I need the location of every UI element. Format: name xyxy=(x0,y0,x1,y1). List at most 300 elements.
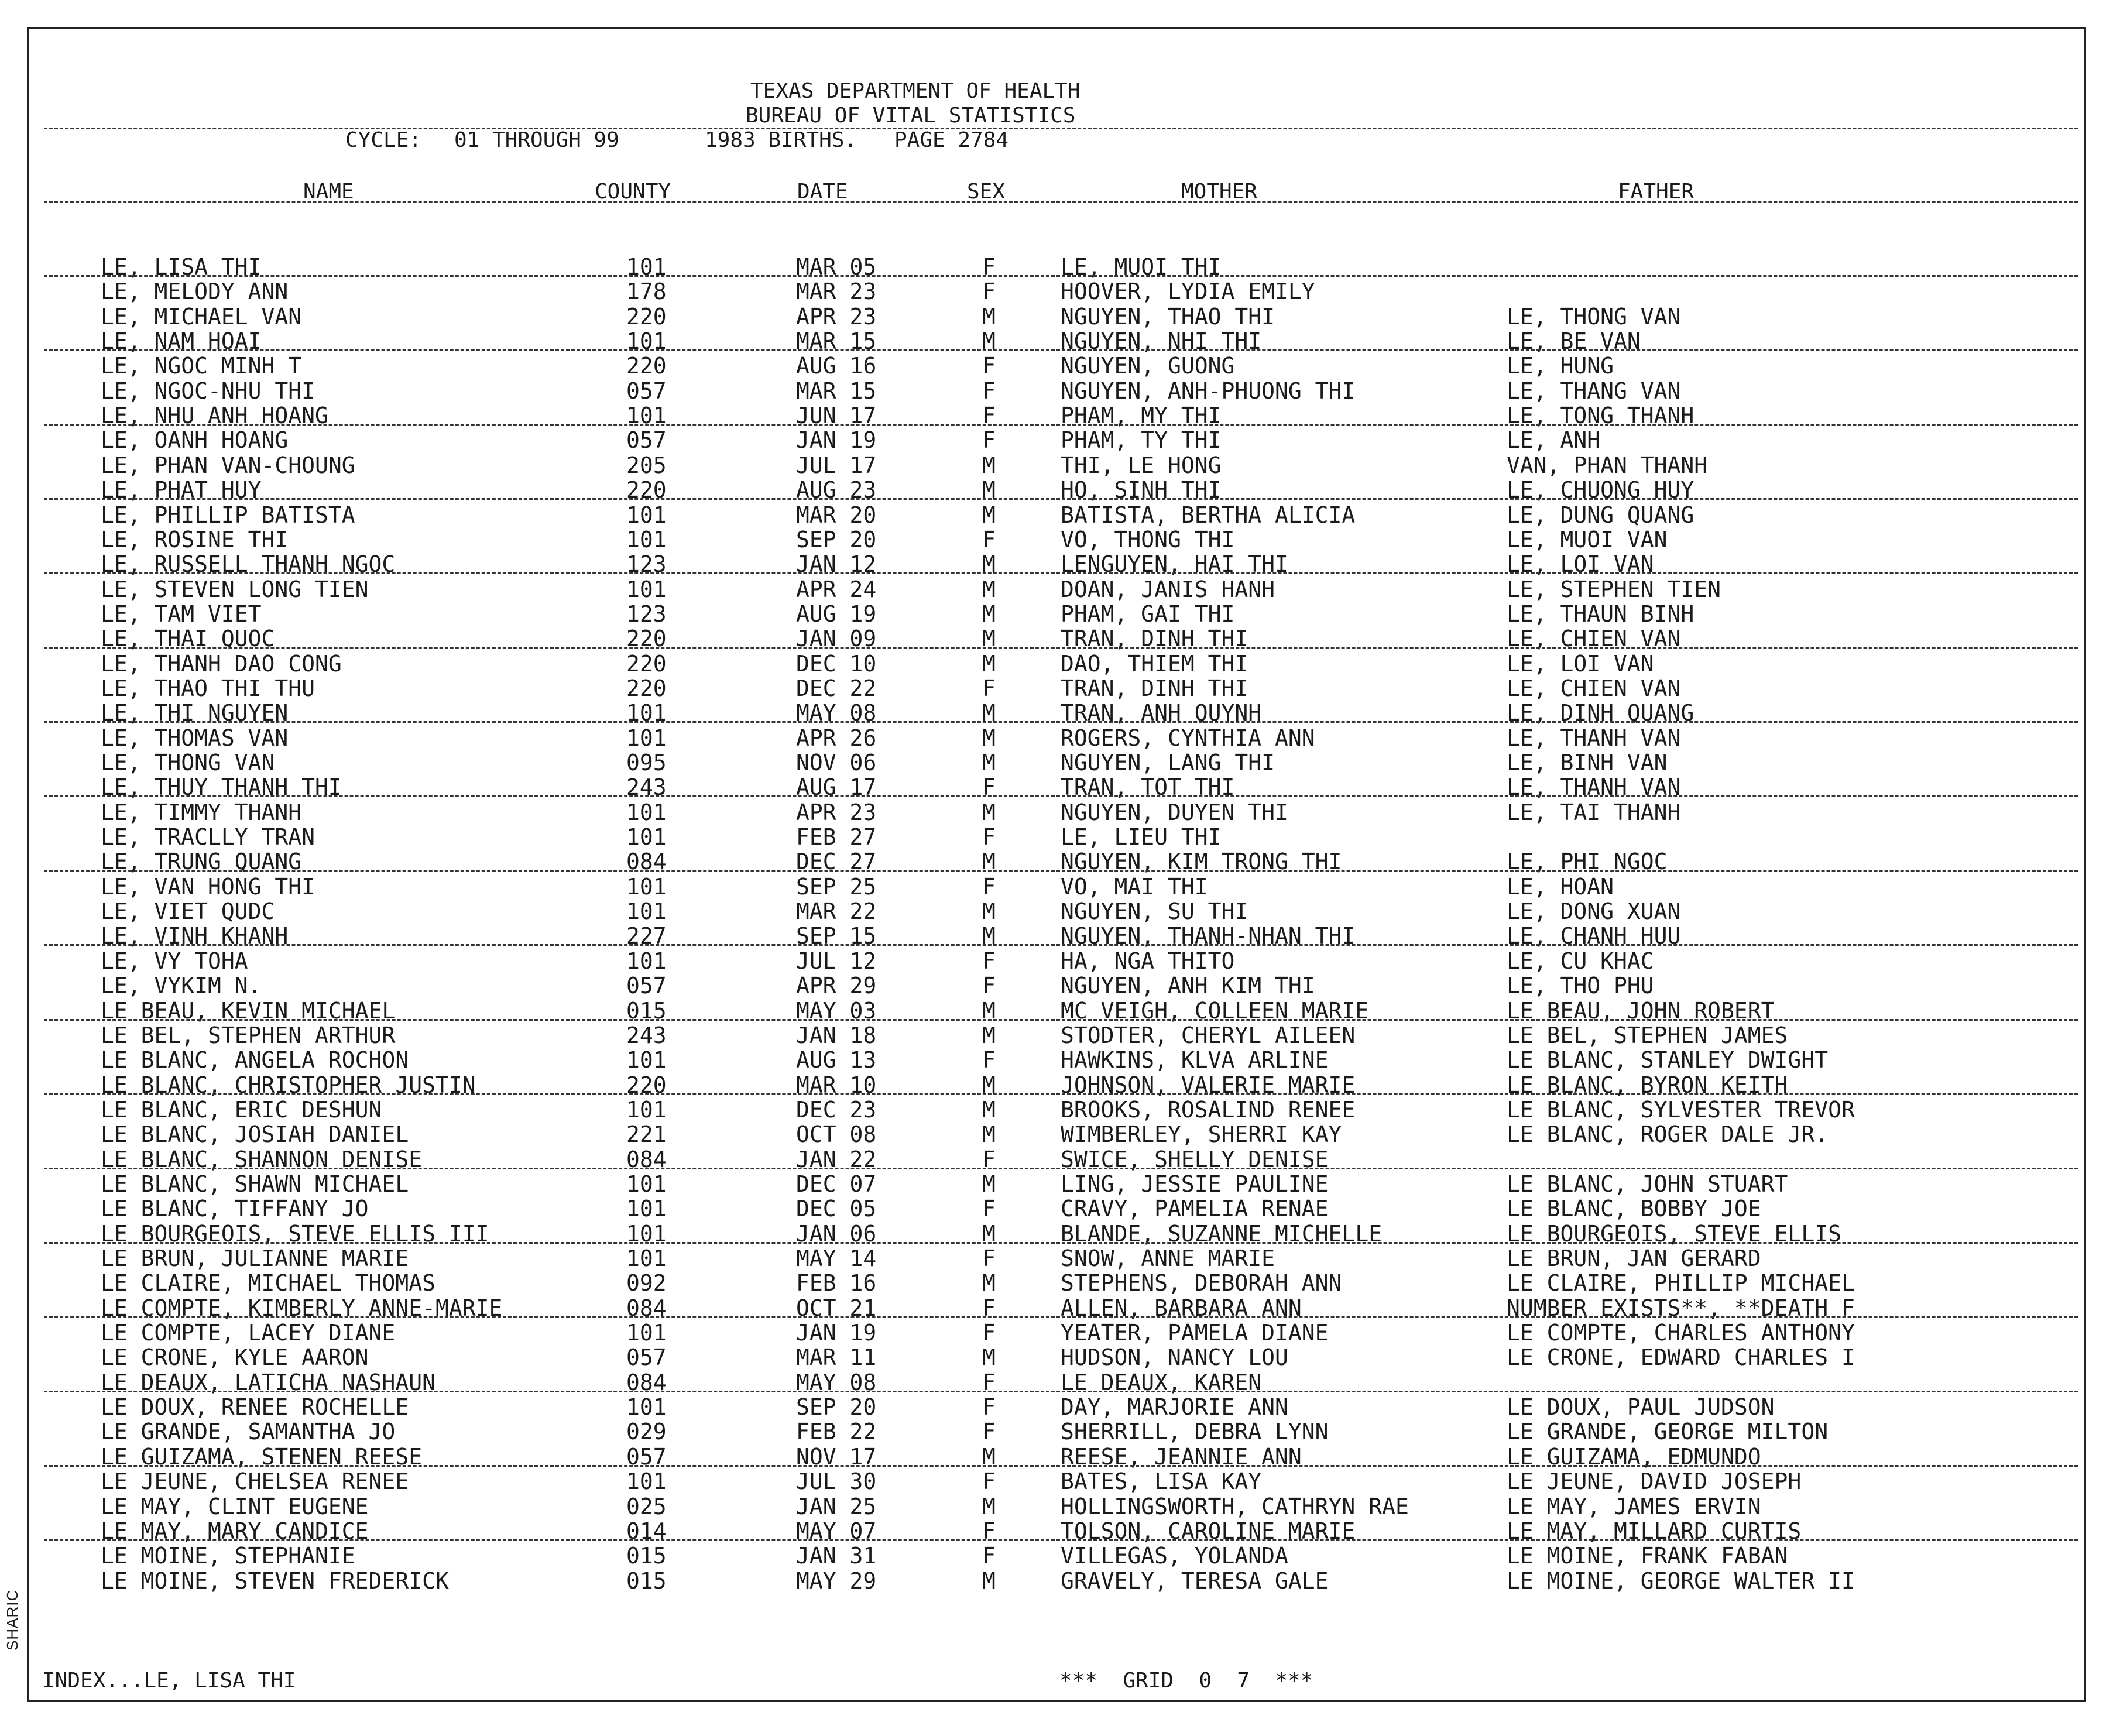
cell-sex: F xyxy=(982,675,996,701)
cell-name: LE COMPTE, KIMBERLY ANNE-MARIE xyxy=(101,1295,503,1321)
cell-county: 101 xyxy=(626,1221,667,1247)
cell-mother: HOOVER, LYDIA EMILY xyxy=(1061,279,1315,304)
row-separator xyxy=(44,795,2078,797)
cell-date: MAY 08 xyxy=(796,700,877,726)
cell-father: LE, THANH VAN xyxy=(1507,774,1681,800)
cell-name: LE, THANH DAO CONG xyxy=(101,651,342,677)
cell-county: 101 xyxy=(626,1394,667,1420)
cell-mother: HO, SINH THI xyxy=(1061,477,1222,503)
cell-name: LE JEUNE, CHELSEA RENEE xyxy=(101,1469,409,1494)
cell-date: JAN 25 xyxy=(796,1494,877,1519)
cell-date: FEB 22 xyxy=(796,1419,877,1445)
cell-county: 014 xyxy=(626,1518,667,1544)
cell-father: LE, DONG XUAN xyxy=(1507,898,1681,924)
cell-date: JAN 09 xyxy=(796,626,877,651)
cell-county: 101 xyxy=(626,502,667,528)
column-header-father: FATHER xyxy=(1618,180,1694,204)
cell-father: LE, THANH VAN xyxy=(1507,725,1681,751)
cell-name: LE, THI NGUYEN xyxy=(101,700,289,726)
cell-sex: M xyxy=(982,800,996,825)
department-title: TEXAS DEPARTMENT OF HEALTH xyxy=(750,79,1080,103)
cell-date: AUG 23 xyxy=(796,477,877,503)
cell-sex: M xyxy=(982,1270,996,1296)
cell-father: LE, CHIEN VAN xyxy=(1507,675,1681,701)
cell-county: 101 xyxy=(626,1171,667,1197)
cell-date: APR 23 xyxy=(796,304,877,330)
cell-name: LE, TRACLLY TRAN xyxy=(101,824,315,850)
cell-mother: TOLSON, CAROLINE MARIE xyxy=(1061,1518,1356,1544)
cell-sex: M xyxy=(982,551,996,577)
cell-mother: TRAN, TOT THI xyxy=(1061,774,1235,800)
cell-mother: NGUYEN, THANH-NHAN THI xyxy=(1061,923,1356,949)
cell-name: LE MAY, CLINT EUGENE xyxy=(101,1494,369,1519)
cell-sex: M xyxy=(982,1494,996,1519)
cell-father: LE GRANDE, GEORGE MILTON xyxy=(1507,1419,1829,1445)
row-separator xyxy=(44,721,2078,723)
cell-sex: F xyxy=(982,1394,996,1420)
cell-father: LE BLANC, ROGER DALE JR. xyxy=(1507,1121,1829,1147)
cell-mother: HA, NGA THITO xyxy=(1061,948,1235,974)
cell-name: LE MAY, MARY CANDICE xyxy=(101,1518,369,1544)
cell-name: LE BOURGEOIS, STEVE ELLIS III xyxy=(101,1221,489,1247)
cell-mother: PHAM, GAI THI xyxy=(1061,601,1235,627)
cell-mother: VO, MAI THI xyxy=(1061,874,1208,900)
cell-name: LE, THUY THANH THI xyxy=(101,774,342,800)
cell-mother: VILLEGAS, YOLANDA xyxy=(1061,1543,1288,1569)
cell-sex: F xyxy=(982,403,996,428)
cell-mother: LING, JESSIE PAULINE xyxy=(1061,1171,1329,1197)
cell-sex: F xyxy=(982,1469,996,1494)
cell-mother: LENGUYEN, HAI THI xyxy=(1061,551,1288,577)
cell-mother: MC VEIGH, COLLEEN MARIE xyxy=(1061,998,1369,1024)
cell-sex: F xyxy=(982,774,996,800)
cell-date: JAN 18 xyxy=(796,1023,877,1048)
cell-father: LE, LOI VAN xyxy=(1507,551,1654,577)
cell-name: LE, VINH KHANH xyxy=(101,923,289,949)
cell-name: LE, THONG VAN xyxy=(101,750,275,776)
cell-father: LE BEL, STEPHEN JAMES xyxy=(1507,1023,1788,1048)
cell-sex: F xyxy=(982,874,996,900)
cell-county: 084 xyxy=(626,1147,667,1172)
cell-name: LE, THAO THI THU xyxy=(101,675,315,701)
cell-father: LE CLAIRE, PHILLIP MICHAEL xyxy=(1507,1270,1855,1296)
cell-mother: BROOKS, ROSALIND RENEE xyxy=(1061,1097,1356,1123)
cell-father: LE, STEPHEN TIEN xyxy=(1507,577,1721,602)
cell-name: LE, NAM HOAI xyxy=(101,328,262,354)
cell-date: FEB 27 xyxy=(796,824,877,850)
cell-sex: F xyxy=(982,824,996,850)
cell-date: AUG 17 xyxy=(796,774,877,800)
cell-date: DEC 10 xyxy=(796,651,877,677)
cell-sex: F xyxy=(982,1196,996,1222)
row-separator xyxy=(44,424,2078,426)
cell-mother: NGUYEN, DUYEN THI xyxy=(1061,800,1288,825)
cell-date: MAY 29 xyxy=(796,1568,877,1594)
cell-date: JAN 22 xyxy=(796,1147,877,1172)
cell-father: LE BLANC, STANLEY DWIGHT xyxy=(1507,1047,1829,1073)
cell-county: 057 xyxy=(626,973,667,999)
cell-sex: F xyxy=(982,1370,996,1395)
column-header-sex: SEX xyxy=(967,180,1006,204)
cell-county: 243 xyxy=(626,1023,667,1048)
cell-sex: M xyxy=(982,1072,996,1098)
cell-mother: BATES, LISA KAY xyxy=(1061,1469,1262,1494)
cell-name: LE BEL, STEPHEN ARTHUR xyxy=(101,1023,396,1048)
cell-county: 101 xyxy=(626,254,667,280)
cell-sex: F xyxy=(982,378,996,404)
side-note: SHARIC xyxy=(4,1589,21,1651)
cell-sex: F xyxy=(982,1320,996,1346)
row-separator xyxy=(44,1093,2078,1095)
cell-sex: M xyxy=(982,1568,996,1594)
cell-sex: F xyxy=(982,1518,996,1544)
cell-date: APR 23 xyxy=(796,800,877,825)
cell-sex: M xyxy=(982,1444,996,1470)
cell-name: LE, NGOC MINH T xyxy=(101,353,302,379)
cell-name: LE MOINE, STEPHANIE xyxy=(101,1543,355,1569)
cell-county: 178 xyxy=(626,279,667,304)
cell-sex: F xyxy=(982,527,996,553)
cell-name: LE, LISA THI xyxy=(101,254,262,280)
cell-name: LE, THAI QUOC xyxy=(101,626,275,651)
cell-date: OCT 21 xyxy=(796,1295,877,1321)
cell-father: LE, DINH QUANG xyxy=(1507,700,1694,726)
cell-date: DEC 23 xyxy=(796,1097,877,1123)
cell-father: LE JEUNE, DAVID JOSEPH xyxy=(1507,1469,1802,1494)
cell-mother: NGUYEN, SU THI xyxy=(1061,898,1248,924)
cell-date: JUL 30 xyxy=(796,1469,877,1494)
cell-county: 101 xyxy=(626,948,667,974)
cell-name: LE, PHILLIP BATISTA xyxy=(101,502,355,528)
cell-date: JUL 12 xyxy=(796,948,877,974)
cell-county: 205 xyxy=(626,452,667,478)
cell-date: FEB 16 xyxy=(796,1270,877,1296)
cell-sex: F xyxy=(982,948,996,974)
cell-name: LE BLANC, ANGELA ROCHON xyxy=(101,1047,409,1073)
cell-mother: NGUYEN, NHI THI xyxy=(1061,328,1262,354)
cell-county: 101 xyxy=(626,1320,667,1346)
row-separator xyxy=(44,1539,2078,1541)
cell-sex: M xyxy=(982,1344,996,1370)
cell-date: MAR 05 xyxy=(796,254,877,280)
cell-date: AUG 13 xyxy=(796,1047,877,1073)
row-separator xyxy=(44,1242,2078,1244)
row-separator xyxy=(44,944,2078,946)
cell-county: 243 xyxy=(626,774,667,800)
cell-county: 227 xyxy=(626,923,667,949)
cell-name: LE GRANDE, SAMANTHA JO xyxy=(101,1419,396,1445)
cell-father: LE, TONG THANH xyxy=(1507,403,1694,428)
cell-mother: NGUYEN, GUONG xyxy=(1061,353,1235,379)
cell-county: 123 xyxy=(626,601,667,627)
cell-name: LE, PHAT HUY xyxy=(101,477,262,503)
row-separator xyxy=(44,1316,2078,1318)
cell-father: LE, CHANH HUU xyxy=(1507,923,1681,949)
cell-mother: NGUYEN, ANH-PHUONG THI xyxy=(1061,378,1356,404)
cell-sex: F xyxy=(982,1047,996,1073)
cell-date: SEP 20 xyxy=(796,1394,877,1420)
cell-mother: NGUYEN, ANH KIM THI xyxy=(1061,973,1315,999)
row-separator xyxy=(44,1168,2078,1169)
cell-name: LE, VYKIM N. xyxy=(101,973,262,999)
row-separator xyxy=(44,1019,2078,1021)
cell-father: LE, THAUN BINH xyxy=(1507,601,1694,627)
cell-name: LE MOINE, STEVEN FREDERICK xyxy=(101,1568,449,1594)
cell-county: 084 xyxy=(626,1295,667,1321)
cell-county: 220 xyxy=(626,477,667,503)
cell-date: JAN 12 xyxy=(796,551,877,577)
cell-mother: STODTER, CHERYL AILEEN xyxy=(1061,1023,1356,1048)
cell-sex: M xyxy=(982,1221,996,1247)
cell-father: LE MAY, MILLARD CURTIS xyxy=(1507,1518,1802,1544)
cell-name: LE, MICHAEL VAN xyxy=(101,304,302,330)
cell-name: LE BEAU, KEVIN MICHAEL xyxy=(101,998,396,1024)
cell-date: SEP 20 xyxy=(796,527,877,553)
cell-date: MAY 14 xyxy=(796,1246,877,1271)
cell-sex: F xyxy=(982,1295,996,1321)
cell-mother: CRAVY, PAMELIA RENAE xyxy=(1061,1196,1329,1222)
row-separator xyxy=(44,1465,2078,1467)
cell-mother: LE, MUOI THI xyxy=(1061,254,1222,280)
cell-sex: F xyxy=(982,1543,996,1569)
year-title: 1983 BIRTHS. xyxy=(705,128,857,152)
cell-name: LE, THOMAS VAN xyxy=(101,725,289,751)
cell-sex: M xyxy=(982,626,996,651)
cell-name: LE COMPTE, LACEY DIANE xyxy=(101,1320,396,1346)
cell-county: 057 xyxy=(626,1444,667,1470)
cell-mother: LE DEAUX, KAREN xyxy=(1061,1370,1262,1395)
cell-name: LE, RUSSELL THANH NGOC xyxy=(101,551,396,577)
cell-county: 015 xyxy=(626,1568,667,1594)
cell-county: 101 xyxy=(626,1469,667,1494)
cell-mother: HAWKINS, KLVA ARLINE xyxy=(1061,1047,1329,1073)
cell-county: 015 xyxy=(626,1543,667,1569)
cell-sex: F xyxy=(982,973,996,999)
cell-mother: SHERRILL, DEBRA LYNN xyxy=(1061,1419,1329,1445)
cell-sex: M xyxy=(982,651,996,677)
cell-name: LE, OANH HOANG xyxy=(101,427,289,453)
cell-sex: M xyxy=(982,700,996,726)
cell-sex: F xyxy=(982,279,996,304)
cell-father: LE BLANC, SYLVESTER TREVOR xyxy=(1507,1097,1855,1123)
cell-name: LE, TIMMY THANH xyxy=(101,800,302,825)
cell-county: 095 xyxy=(626,750,667,776)
cell-name: LE DEAUX, LATICHA NASHAUN xyxy=(101,1370,435,1395)
cell-father: LE MOINE, FRANK FABAN xyxy=(1507,1543,1788,1569)
cell-date: MAR 10 xyxy=(796,1072,877,1098)
cell-father: LE GUIZAMA, EDMUNDO xyxy=(1507,1444,1761,1470)
cell-county: 101 xyxy=(626,577,667,602)
cell-date: DEC 07 xyxy=(796,1171,877,1197)
cell-sex: M xyxy=(982,502,996,528)
cell-mother: ALLEN, BARBARA ANN xyxy=(1061,1295,1302,1321)
cell-date: APR 29 xyxy=(796,973,877,999)
row-separator xyxy=(44,349,2078,351)
cell-father: LE, HOAN xyxy=(1507,874,1614,900)
cell-date: SEP 15 xyxy=(796,923,877,949)
cell-mother: GRAVELY, TERESA GALE xyxy=(1061,1568,1329,1594)
cell-mother: BATISTA, BERTHA ALICIA xyxy=(1061,502,1356,528)
cell-mother: NGUYEN, LANG THI xyxy=(1061,750,1275,776)
cell-county: 221 xyxy=(626,1121,667,1147)
cell-father: LE, CHUONG HUY xyxy=(1507,477,1694,503)
cell-name: LE, TAM VIET xyxy=(101,601,262,627)
cell-date: JAN 06 xyxy=(796,1221,877,1247)
cell-father: LE, HUNG xyxy=(1507,353,1614,379)
cell-mother: HOLLINGSWORTH, CATHRYN RAE xyxy=(1061,1494,1409,1519)
cell-father: LE COMPTE, CHARLES ANTHONY xyxy=(1507,1320,1855,1346)
cell-county: 101 xyxy=(626,403,667,428)
page-number: PAGE 2784 xyxy=(894,128,1009,152)
cell-mother: PHAM, TY THI xyxy=(1061,427,1222,453)
cell-county: 057 xyxy=(626,427,667,453)
cell-county: 084 xyxy=(626,1370,667,1395)
cell-name: LE, VY TOHA xyxy=(101,948,248,974)
column-header-date: DATE xyxy=(797,180,848,204)
cell-date: SEP 25 xyxy=(796,874,877,900)
cell-county: 084 xyxy=(626,849,667,874)
cell-name: LE DOUX, RENEE ROCHELLE xyxy=(101,1394,409,1420)
cell-date: MAY 03 xyxy=(796,998,877,1024)
cell-name: LE, ROSINE THI xyxy=(101,527,289,553)
cell-sex: F xyxy=(982,1147,996,1172)
cell-county: 101 xyxy=(626,1047,667,1073)
cell-county: 101 xyxy=(626,874,667,900)
cell-father: LE, ANH xyxy=(1507,427,1601,453)
cell-date: DEC 27 xyxy=(796,849,877,874)
cell-father: LE BOURGEOIS, STEVE ELLIS xyxy=(1507,1221,1841,1247)
column-header-name: NAME xyxy=(303,180,354,204)
cell-mother: DOAN, JANIS HANH xyxy=(1061,577,1275,602)
cell-county: 101 xyxy=(626,1246,667,1271)
cycle-value: 01 THROUGH 99 xyxy=(454,128,619,152)
cell-name: LE BLANC, SHANNON DENISE xyxy=(101,1147,423,1172)
cell-county: 029 xyxy=(626,1419,667,1445)
cell-county: 057 xyxy=(626,378,667,404)
cell-date: MAR 22 xyxy=(796,898,877,924)
cell-mother: WIMBERLEY, SHERRI KAY xyxy=(1061,1121,1342,1147)
cell-sex: M xyxy=(982,725,996,751)
cell-mother: LE, LIEU THI xyxy=(1061,824,1222,850)
cell-name: LE BLANC, CHRISTOPHER JUSTIN xyxy=(101,1072,476,1098)
cell-mother: ROGERS, CYNTHIA ANN xyxy=(1061,725,1315,751)
cell-father: LE, LOI VAN xyxy=(1507,651,1654,677)
cell-county: 101 xyxy=(626,1097,667,1123)
row-separator xyxy=(44,498,2078,500)
cell-name: LE BLANC, SHAWN MICHAEL xyxy=(101,1171,409,1197)
cell-date: MAR 23 xyxy=(796,279,877,304)
cell-date: NOV 17 xyxy=(796,1444,877,1470)
cell-sex: F xyxy=(982,353,996,379)
bureau-title: BUREAU OF VITAL STATISTICS xyxy=(746,104,1076,128)
cell-father: LE, DUNG QUANG xyxy=(1507,502,1694,528)
cell-name: LE, PHAN VAN-CHOUNG xyxy=(101,452,355,478)
row-separator xyxy=(44,1391,2078,1392)
column-header-mother: MOTHER xyxy=(1181,180,1258,204)
cell-name: LE, NHU ANH HOANG xyxy=(101,403,328,428)
cell-name: LE, NGOC-NHU THI xyxy=(101,378,315,404)
row-separator xyxy=(44,275,2078,277)
column-header-county: COUNTY xyxy=(595,180,671,204)
cell-father: LE, CHIEN VAN xyxy=(1507,626,1681,651)
cell-county: 101 xyxy=(626,527,667,553)
cell-name: LE BLANC, JOSIAH DANIEL xyxy=(101,1121,409,1147)
cell-county: 101 xyxy=(626,1196,667,1222)
cell-father: LE, THANG VAN xyxy=(1507,378,1681,404)
cell-county: 220 xyxy=(626,353,667,379)
cell-father: NUMBER EXISTS**, **DEATH F xyxy=(1507,1295,1855,1321)
cell-county: 220 xyxy=(626,675,667,701)
row-separator xyxy=(44,870,2078,872)
cell-father: LE BLANC, BOBBY JOE xyxy=(1507,1196,1761,1222)
cell-father: LE, TAI THANH xyxy=(1507,800,1681,825)
cell-date: JAN 31 xyxy=(796,1543,877,1569)
cell-father: LE BLANC, JOHN STUART xyxy=(1507,1171,1788,1197)
cell-name: LE BLANC, ERIC DESHUN xyxy=(101,1097,382,1123)
cell-sex: M xyxy=(982,750,996,776)
cell-mother: VO, THONG THI xyxy=(1061,527,1235,553)
cell-county: 220 xyxy=(626,626,667,651)
cell-father: VAN, PHAN THANH xyxy=(1507,452,1708,478)
cell-county: 057 xyxy=(626,1344,667,1370)
cell-date: DEC 05 xyxy=(796,1196,877,1222)
row-separator xyxy=(44,572,2078,574)
cell-mother: HUDSON, NANCY LOU xyxy=(1061,1344,1288,1370)
cell-date: AUG 19 xyxy=(796,601,877,627)
cell-sex: M xyxy=(982,1121,996,1147)
cell-county: 220 xyxy=(626,651,667,677)
cell-name: LE, TRUNG QUANG xyxy=(101,849,302,874)
cell-county: 220 xyxy=(626,304,667,330)
cell-county: 101 xyxy=(626,824,667,850)
cell-mother: TRAN, DINH THI xyxy=(1061,675,1248,701)
cell-sex: M xyxy=(982,1171,996,1197)
cell-date: AUG 16 xyxy=(796,353,877,379)
cell-date: OCT 08 xyxy=(796,1121,877,1147)
cell-name: LE, STEVEN LONG TIEN xyxy=(101,577,369,602)
cell-date: NOV 06 xyxy=(796,750,877,776)
cell-name: LE GUIZAMA, STENEN REESE xyxy=(101,1444,423,1470)
cell-mother: TRAN, ANH QUYNH xyxy=(1061,700,1262,726)
cell-county: 101 xyxy=(626,725,667,751)
cell-father: LE, THO PHU xyxy=(1507,973,1654,999)
cell-mother: BLANDE, SUZANNE MICHELLE xyxy=(1061,1221,1383,1247)
cell-father: LE, PHI NGOC xyxy=(1507,849,1668,874)
row-separator xyxy=(44,647,2078,649)
cell-county: 220 xyxy=(626,1072,667,1098)
cell-date: MAR 15 xyxy=(796,378,877,404)
cell-county: 092 xyxy=(626,1270,667,1296)
cell-sex: M xyxy=(982,898,996,924)
cell-sex: F xyxy=(982,254,996,280)
cell-mother: TRAN, DINH THI xyxy=(1061,626,1248,651)
cell-sex: M xyxy=(982,304,996,330)
cell-date: MAR 11 xyxy=(796,1344,877,1370)
cell-mother: JOHNSON, VALERIE MARIE xyxy=(1061,1072,1356,1098)
cell-father: LE, BE VAN xyxy=(1507,328,1641,354)
cycle-label: CYCLE: xyxy=(345,128,422,152)
grid-footer: *** GRID 0 7 *** xyxy=(1059,1669,1313,1693)
cell-county: 025 xyxy=(626,1494,667,1519)
cell-sex: M xyxy=(982,998,996,1024)
cell-name: LE BLANC, TIFFANY JO xyxy=(101,1196,369,1222)
cell-mother: PHAM, MY THI xyxy=(1061,403,1222,428)
cell-date: JUN 17 xyxy=(796,403,877,428)
cell-father: LE, THONG VAN xyxy=(1507,304,1681,330)
cell-county: 101 xyxy=(626,800,667,825)
cell-mother: SNOW, ANNE MARIE xyxy=(1061,1246,1275,1271)
cell-sex: M xyxy=(982,477,996,503)
